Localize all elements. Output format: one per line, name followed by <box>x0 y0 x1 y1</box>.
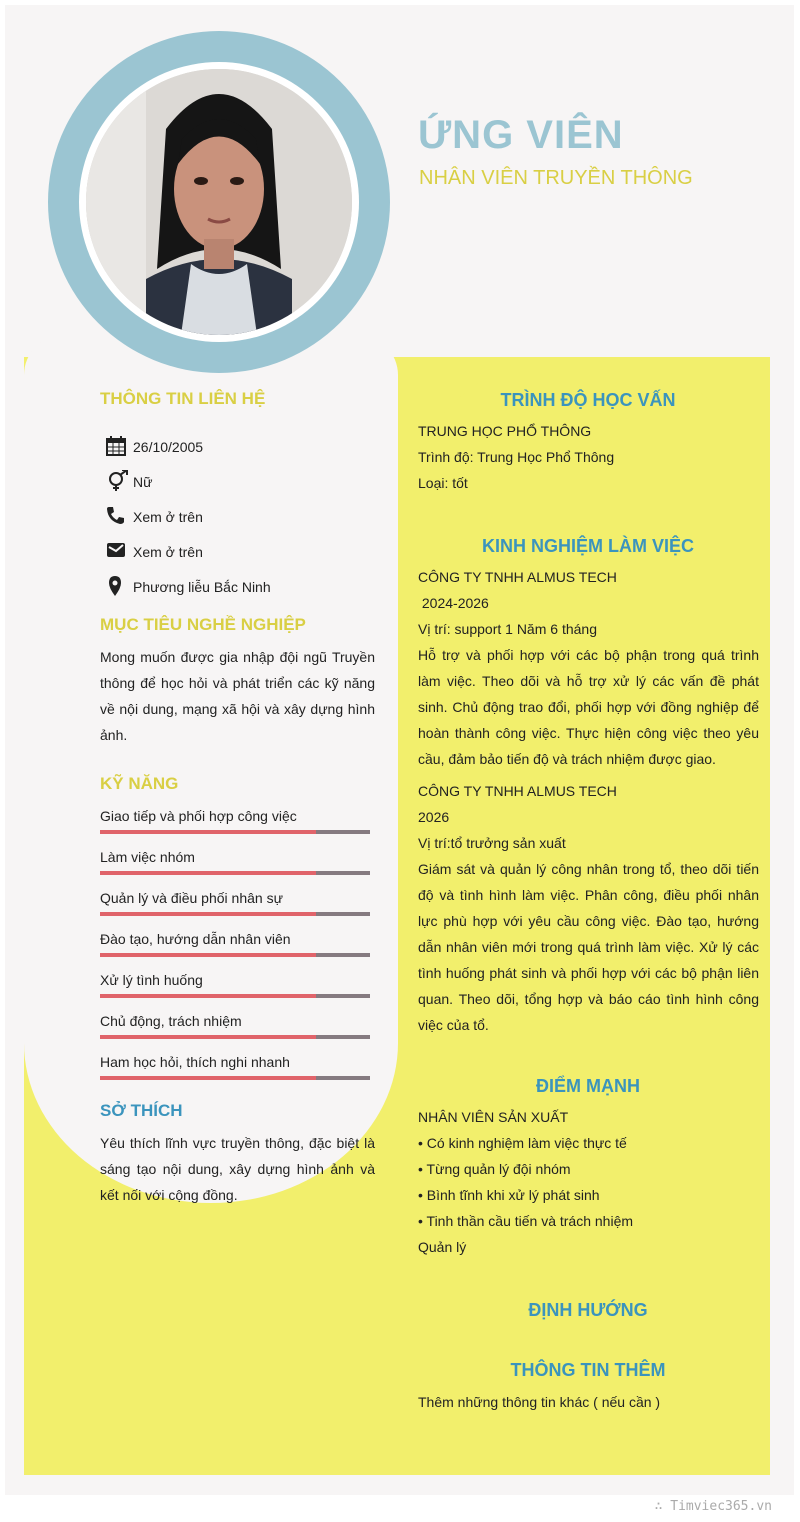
experience-job-2 <box>418 778 759 1038</box>
skill-label: Giao tiếp và phối hợp công việc <box>100 808 297 824</box>
gender-icon <box>105 470 129 494</box>
extra-info-text: Thêm những thông tin khác ( nếu cần ) <box>418 1394 661 1410</box>
hobbies-text: Yêu thích lĩnh vực truyền thông, đặc biệt là sáng tạo nội dung, xây dựng hình ảnh và kết nối với cộng đồng. <box>100 1135 375 1203</box>
skill-item <box>100 931 370 967</box>
footer-logo[interactable]: ∴ Timviec365.vn <box>654 1499 772 1514</box>
job-description: Giám sát và quản lý công nhân trong tổ, theo dõi tiến độ và tình hình làm việc. Phân công, điều phối nhân lực phù hợp với yêu cầu công việc. Đào tạo, hướng dẫn nhân viên mới trong quá trình làm việc. Xử lý các tình huống phát sinh và phối hợp với các bộ phận liên quan. Theo dõi, tổng hợp và báo cáo tình hình công việc của tổ. <box>418 861 759 1033</box>
skill-item <box>100 972 370 1008</box>
skill-label: Ham học hỏi, thích nghi nhanh <box>100 1054 290 1070</box>
calendar-icon <box>105 435 129 459</box>
job-title: NHÂN VIÊN TRUYỀN THÔNG <box>419 167 693 189</box>
skill-label: Xử lý tình huống <box>100 972 203 988</box>
skill-bar-fill <box>100 871 316 875</box>
hobbies-title: SỞ THÍCH <box>100 1101 183 1120</box>
skill-bar <box>100 953 370 957</box>
job-position: Vị trí:tổ trưởng sản xuất <box>418 835 566 851</box>
skill-bar-fill <box>100 912 316 916</box>
education-level: Trình độ: Trung Học Phổ Thông <box>418 449 615 465</box>
objective-title: MỤC TIÊU NGHỀ NGHIỆP <box>100 615 306 634</box>
strength-line: NHÂN VIÊN SẢN XUẤT <box>418 1109 569 1125</box>
skill-bar-fill <box>100 953 316 957</box>
email-icon <box>105 540 129 564</box>
skill-bar-fill <box>100 994 316 998</box>
job-description: Hỗ trợ và phối hợp với các bộ phận trong quá trình làm việc. Theo dõi và hỗ trợ xử lý các vấn đề phát sinh. Chủ động trao đổi, phối hợp với đồng nghiệp để hoàn thành công việc. Thực hiện công việc theo yêu cầu, đảm bảo tiến độ và trách nhiệm được giao. <box>418 647 759 767</box>
skill-item <box>100 1013 370 1049</box>
strength-line: • Từng quản lý đội nhóm <box>418 1161 571 1177</box>
avatar <box>86 69 352 335</box>
skill-item <box>100 890 370 926</box>
skill-label: Đào tạo, hướng dẫn nhân viên <box>100 931 291 947</box>
strength-line: • Bình tĩnh khi xử lý phát sinh <box>418 1187 600 1203</box>
job-period: 2024-2026 <box>418 595 489 611</box>
strength-line: • Có kinh nghiệm làm việc thực tế <box>418 1135 627 1151</box>
objective-text: Mong muốn được gia nhập đội ngũ Truyền thông để học hỏi và phát triển các kỹ năng về nội dung, mạng xã hội và xây dựng hình ảnh. <box>100 649 375 743</box>
phone-value: Xem ở trên <box>133 509 203 525</box>
education-title: TRÌNH ĐỘ HỌC VẤN <box>500 390 676 410</box>
skill-bar-fill <box>100 1035 316 1039</box>
skill-bar <box>100 912 370 916</box>
contact-title: THÔNG TIN LIÊN HỆ <box>100 389 266 408</box>
experience-job-1 <box>418 564 759 772</box>
orientation-title: ĐỊNH HƯỚNG <box>528 1300 648 1320</box>
birthday-value: 26/10/2005 <box>133 439 204 455</box>
strength-line: Quản lý <box>418 1239 467 1255</box>
job-position: Vị trí: support 1 Năm 6 tháng <box>418 621 597 637</box>
skill-label: Chủ động, trách nhiệm <box>100 1013 242 1029</box>
job-company: CÔNG TY TNHH ALMUS TECH <box>418 569 617 585</box>
experience-title: KINH NGHIỆM LÀM VIỆC <box>481 536 694 556</box>
skill-bar <box>100 830 370 834</box>
job-company: CÔNG TY TNHH ALMUS TECH <box>418 783 617 799</box>
location-pin-icon <box>105 575 129 599</box>
skill-item <box>100 849 370 885</box>
cv-page <box>5 5 794 1495</box>
gender-value: Nữ <box>133 474 153 490</box>
skill-item <box>100 1054 370 1090</box>
extra-info-title: THÔNG TIN THÊM <box>510 1360 666 1380</box>
candidate-name: ỨNG VIÊN <box>418 113 624 157</box>
skills-title: KỸ NĂNG <box>100 774 179 793</box>
email-value: Xem ở trên <box>133 544 203 560</box>
strengths-block <box>418 1104 759 1260</box>
skill-label: Quản lý và điều phối nhân sự <box>100 890 283 906</box>
education-school: TRUNG HỌC PHỔ THÔNG <box>418 423 592 439</box>
skill-bar-fill <box>100 1076 316 1080</box>
skill-item <box>100 808 370 844</box>
skill-bar <box>100 871 370 875</box>
skill-bar-fill <box>100 830 316 834</box>
strengths-title: ĐIỂM MẠNH <box>536 1076 640 1096</box>
strength-line: • Tinh thần cầu tiến và trách nhiệm <box>418 1213 634 1229</box>
phone-icon <box>105 505 129 529</box>
job-period: 2026 <box>418 809 450 825</box>
skill-bar <box>100 994 370 998</box>
education-grade: Loại: tốt <box>418 475 468 491</box>
skill-bar <box>100 1076 370 1080</box>
skill-bar <box>100 1035 370 1039</box>
education-block <box>418 418 759 496</box>
address-value: Phương liễu Bắc Ninh <box>133 579 271 595</box>
skill-label: Làm việc nhóm <box>100 849 195 865</box>
